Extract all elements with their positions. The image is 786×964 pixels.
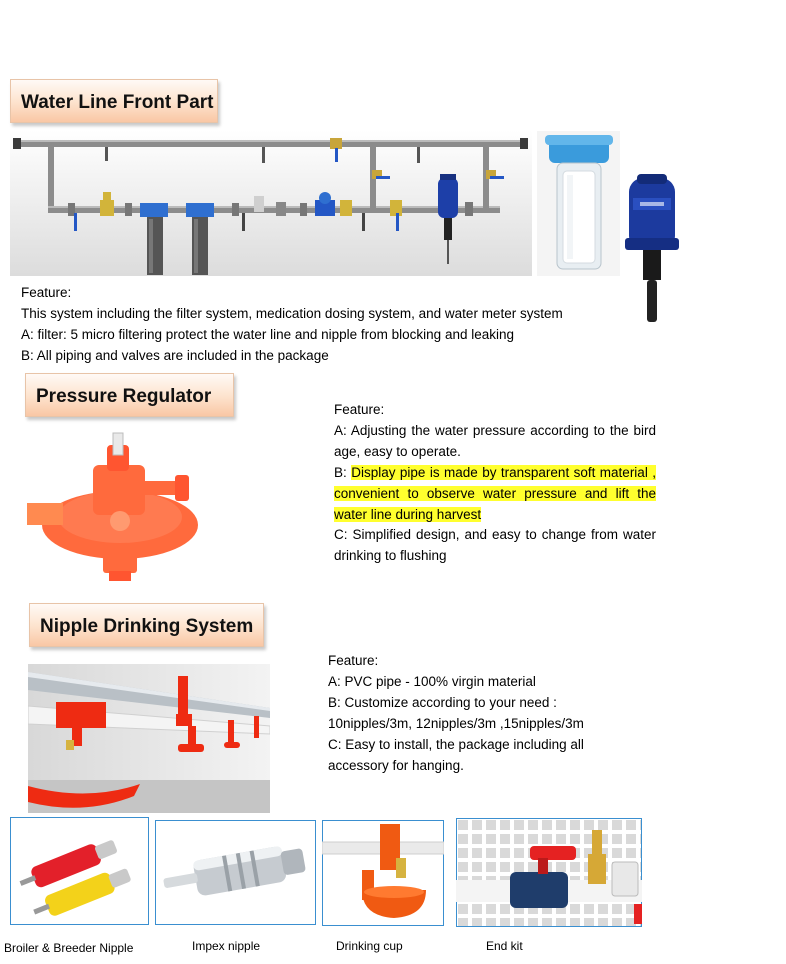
pressure-regulator-title: Pressure Regulator <box>36 386 212 407</box>
pressure-feature-b <box>334 462 656 525</box>
caption-broiler-breeder-nipple: Broiler & Breeder Nipple <box>4 941 134 955</box>
dosing-pump-image <box>623 168 681 325</box>
pressure-feature-a: A: Adjusting the water pressure according to the bird age, easy to operate. <box>334 423 656 459</box>
water-line-diagram <box>10 130 532 276</box>
pressure-feature-b-highlight: Display pipe is made by transparent soft material , convenient to observe water pressure and lift the water line during harvest <box>334 465 656 522</box>
nipple-feature-2: B: Customize according to your need : <box>328 695 557 710</box>
pressure-feature-label: Feature: <box>334 402 385 417</box>
impex-nipple-image <box>155 820 316 925</box>
nipple-system-title: Nipple Drinking System <box>40 616 254 637</box>
water-line-feature-3: B: All piping and valves are included in the package <box>21 348 329 363</box>
water-line-feature-label: Feature: <box>21 285 72 300</box>
water-line-header <box>10 79 218 123</box>
caption-drinking-cup: Drinking cup <box>336 939 403 953</box>
nipple-feature-5: accessory for hanging. <box>328 758 464 773</box>
drinking-cup-image <box>322 820 444 926</box>
nipple-feature-1: A: PVC pipe - 100% virgin material <box>328 674 536 689</box>
pressure-feature-c: C: Simplified design, and easy to change from water drinking to flushing <box>334 527 656 563</box>
nipple-line-image <box>28 664 270 813</box>
caption-end-kit: End kit <box>486 939 523 953</box>
nipple-system-header <box>29 603 264 647</box>
water-line-feature-1: This system including the filter system, medication dosing system, and water meter system <box>21 306 563 321</box>
pressure-feature-b-prefix: B: <box>334 465 347 480</box>
broiler-breeder-nipple-image <box>10 817 149 925</box>
caption-impex-nipple: Impex nipple <box>192 939 261 953</box>
water-line-title: Water Line Front Part <box>21 92 214 113</box>
water-line-feature-2: A: filter: 5 micro filtering protect the water line and nipple from blocking and leaking <box>21 327 515 342</box>
filter-housing-image <box>537 131 620 276</box>
pressure-regulator-image <box>25 425 215 583</box>
nipple-feature-4: C: Easy to install, the package including all <box>328 737 584 752</box>
nipple-feature-label: Feature: <box>328 653 379 668</box>
end-kit-image <box>456 818 642 927</box>
pressure-regulator-header <box>25 373 234 417</box>
nipple-feature-3: 10nipples/3m, 12nipples/3m ,15nipples/3m <box>328 716 584 731</box>
